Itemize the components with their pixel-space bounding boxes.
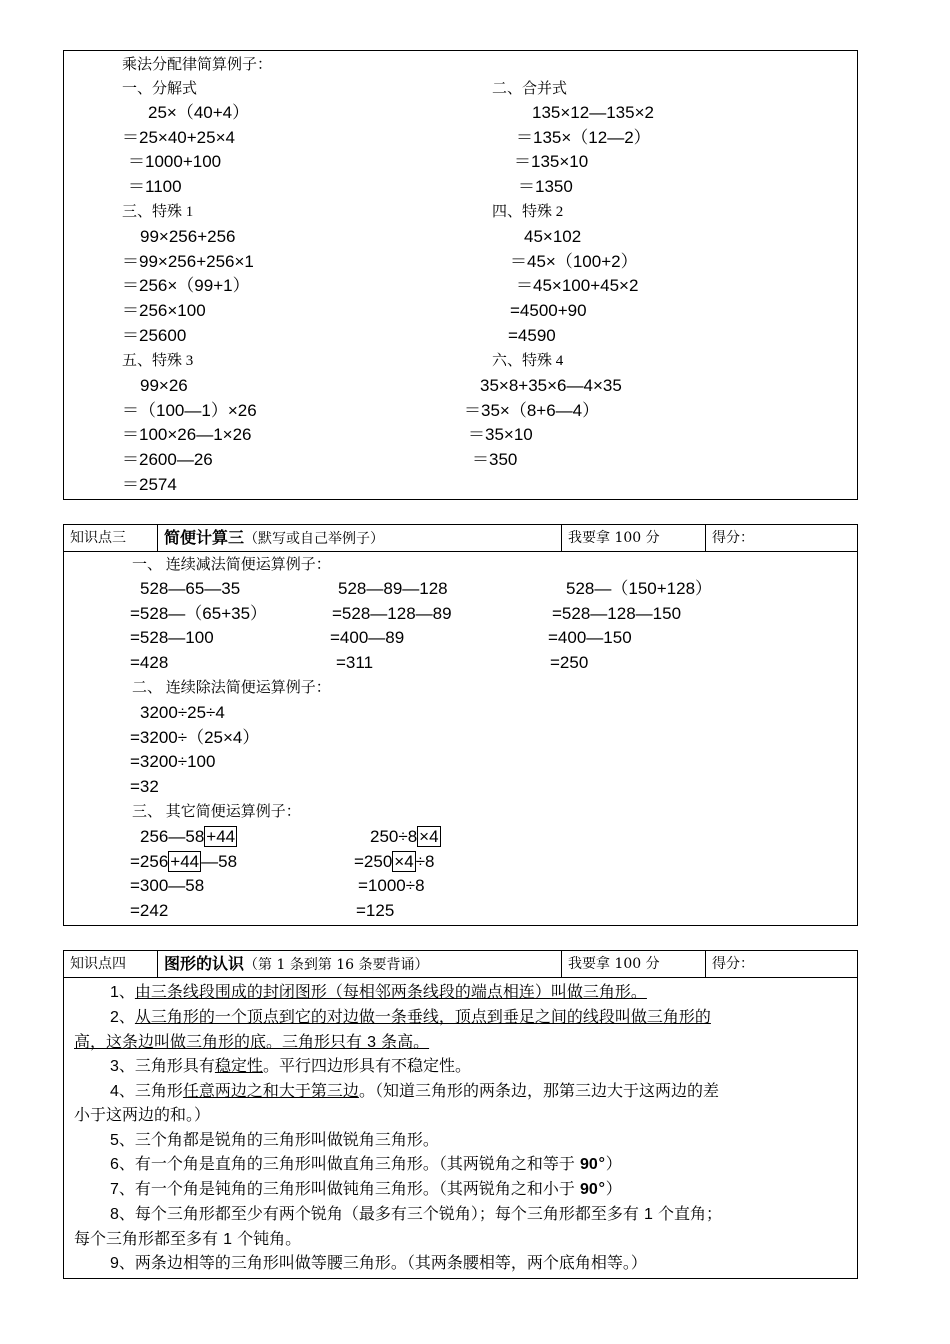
subsection-heading: 二、 连续除法简便运算例子： [132, 680, 331, 696]
fact-item [74, 1151, 849, 1177]
math-line: =400—150 [548, 628, 632, 647]
item-text: 小于这两边的和。） [74, 1105, 211, 1124]
header-score: 得分： [712, 530, 754, 546]
item-text: 有一个角是钝角的三角形叫做钝角三角形。（其两锐角之和小于 [134, 1179, 580, 1198]
boxed-term: ×4 [394, 852, 414, 871]
header-divider [64, 551, 857, 552]
math-line: ＝350 [472, 450, 518, 469]
item-text: 三个角都是锐角的三角形叫做锐角三角形。 [134, 1130, 439, 1149]
section-note: （默写或自己举例子） [244, 531, 385, 547]
fact-item [74, 1127, 849, 1153]
math-line: ＝2600—26 [122, 450, 213, 469]
item-text: 每个三角形都至少有两个锐角（最多有三个锐角）；每个三角形都至多有 [134, 1204, 644, 1223]
math-line: ＝45×（100+2） [510, 252, 638, 271]
math-text: =250 [354, 852, 393, 871]
item-text: 两条边相等的三角形叫做等腰三角形。（其两条腰相等，两个底角相等。） [134, 1253, 647, 1272]
math-line: =528—100 [130, 628, 214, 647]
math-text: 256—58 [140, 827, 205, 846]
math-line: =400—89 [330, 628, 405, 647]
item-text: 。（知道三角形的两条边，那第三边大于这两边的差 [358, 1081, 719, 1100]
math-line: ＝256×100 [122, 301, 206, 320]
item-number: 9、 [110, 1255, 135, 1272]
section-3-box [63, 524, 858, 926]
boxed-term: +44 [170, 852, 200, 871]
item-text: 个钝角。 [232, 1229, 302, 1248]
math-line: 3200÷25÷4 [140, 703, 225, 722]
item-number: 3、 [110, 1058, 135, 1075]
group-heading: 四、特殊 2 [492, 204, 564, 220]
math-line: ＝（100—1）×26 [122, 401, 257, 420]
math-line: =125 [356, 901, 395, 920]
item-text: 。平行四边形具有不稳定性。 [262, 1056, 471, 1075]
group-heading: 二、合并式 [492, 81, 568, 97]
subsection-heading: 一、 连续减法简便运算例子： [132, 557, 331, 573]
math-line: =428 [130, 653, 169, 672]
item-number: 8、 [110, 1206, 135, 1223]
item-number: 5、 [110, 1132, 135, 1149]
math-line: 528—89—128 [338, 579, 448, 598]
math-line: ＝256×（99+1） [122, 276, 250, 295]
math-line: =4590 [508, 326, 556, 345]
fact-item [74, 1004, 849, 1030]
math-line: ＝1100 [128, 177, 182, 196]
math-line: =4500+90 [510, 301, 587, 320]
math-line: ＝99×256+256×1 [122, 252, 254, 271]
item-number: 7、 [110, 1181, 135, 1198]
math-line: =3200÷（25×4） [130, 728, 260, 747]
item-text: °） [597, 1154, 622, 1173]
section-distributive-box [63, 50, 858, 500]
group-heading: 五、特殊 3 [122, 353, 194, 369]
math-line: ＝25600 [122, 326, 187, 345]
fact-item [74, 1053, 849, 1079]
math-line: 528—（150+128） [566, 579, 713, 598]
item-text: 三角形具有 [134, 1056, 215, 1075]
math-line: =528—128—150 [552, 604, 682, 623]
math-line: ＝1000+100 [128, 152, 222, 171]
boxed-term: ×4 [419, 827, 439, 846]
math-line: ＝100×26—1×26 [122, 425, 252, 444]
fact-item [74, 1250, 849, 1276]
math-line: =528—（65+35） [130, 604, 268, 623]
item-number: 4、 [110, 1083, 135, 1100]
math-line: ＝135×10 [514, 152, 589, 171]
fact-item [74, 979, 849, 1005]
item-text: 条高。 [376, 1032, 430, 1051]
item-text: 个直角； [652, 1204, 722, 1223]
math-line [370, 827, 441, 847]
item-text: °） [597, 1179, 622, 1198]
math-text: =256 [130, 852, 169, 871]
math-line: =32 [130, 777, 159, 796]
group-heading: 六、特殊 4 [492, 353, 564, 369]
item-text: 三角形 [134, 1081, 183, 1100]
math-text: —58 [201, 852, 238, 871]
math-text: 250÷8 [370, 827, 418, 846]
item-number: 1、 [110, 984, 135, 1001]
header-goal: 我要拿 100 分 [562, 951, 706, 977]
header-title-cell [158, 525, 562, 551]
math-line [130, 852, 237, 872]
header-score: 得分： [712, 956, 754, 972]
math-line: 35×8+35×6—4×35 [480, 376, 622, 395]
header-label: 知识点三 [64, 525, 158, 551]
section-4-box [63, 950, 858, 1279]
math-line: ＝2574 [122, 475, 177, 494]
math-line: 528—65—35 [140, 579, 241, 598]
item-number: 6、 [110, 1156, 135, 1173]
math-line [354, 852, 434, 872]
subsection-heading: 三、 其它简便运算例子： [132, 804, 301, 820]
item-text: 有一个角是直角的三角形叫做直角三角形。（其两锐角之和等于 [134, 1154, 580, 1173]
fact-item-continued [74, 1226, 849, 1252]
header-goal: 我要拿 100 分 [562, 525, 706, 551]
item-number-value: 1 [223, 1231, 232, 1248]
item-keyword: 任意两边之和大于第三边 [182, 1081, 359, 1100]
math-line: =3200÷100 [130, 752, 216, 771]
math-line: 45×102 [524, 227, 582, 246]
math-line: ＝135×（12—2） [516, 128, 651, 147]
group-heading: 一、分解式 [122, 81, 198, 97]
section-heading: 简便计算三 [164, 528, 245, 547]
math-line: ＝45×100+45×2 [516, 276, 639, 295]
item-text: 从三角形的一个顶点到它的对边做一条垂线，顶点到垂足之间的线段叫做三角形的 [134, 1007, 711, 1026]
boxed-term: +44 [206, 827, 236, 846]
math-line: 135×12—135×2 [532, 103, 654, 122]
fact-item [74, 1078, 849, 1104]
item-text: 由三条线段围成的封闭图形（每相邻两条线段的端点相连）叫做三角形。 [134, 982, 647, 1001]
math-line: 99×26 [140, 376, 188, 395]
item-number-value: 90 [580, 1156, 598, 1173]
item-text: 高，这条边叫做三角形的底。三角形只有 [74, 1032, 368, 1051]
math-line: =1000÷8 [358, 876, 425, 895]
math-line: ＝1350 [518, 177, 573, 196]
math-text: ÷8 [415, 852, 435, 871]
math-line: =242 [130, 901, 169, 920]
item-number: 2、 [110, 1009, 135, 1026]
section-title: 乘法分配律简算例子： [122, 57, 273, 73]
header-label: 知识点四 [64, 951, 158, 977]
math-line: ＝35×10 [468, 425, 533, 444]
fact-item-continued [74, 1102, 849, 1127]
item-number-value: 1 [644, 1206, 653, 1223]
section-heading: 图形的认识 [164, 954, 245, 973]
item-keyword: 稳定性 [214, 1056, 263, 1075]
math-line: 25×（40+4） [148, 103, 250, 122]
item-number-value: 3 [367, 1034, 376, 1051]
math-line: =311 [336, 653, 374, 672]
item-text: 每个三角形都至多有 [74, 1229, 224, 1248]
fact-item-continued [74, 1029, 849, 1055]
math-line: =300—58 [130, 876, 205, 895]
group-heading: 三、特殊 1 [122, 204, 194, 220]
fact-item [74, 1201, 849, 1227]
math-line: =528—128—89 [332, 604, 452, 623]
header-title-cell [158, 951, 562, 977]
math-line: ＝35×（8+6—4） [464, 401, 600, 420]
section-note: （第 1 条到第 16 条要背诵） [244, 957, 429, 973]
math-line [140, 827, 237, 847]
header-divider [64, 977, 857, 978]
item-number-value: 90 [580, 1181, 598, 1198]
math-line: ＝25×40+25×4 [122, 128, 235, 147]
fact-item [74, 1176, 849, 1202]
math-line: =250 [550, 653, 589, 672]
math-line: 99×256+256 [140, 227, 236, 246]
